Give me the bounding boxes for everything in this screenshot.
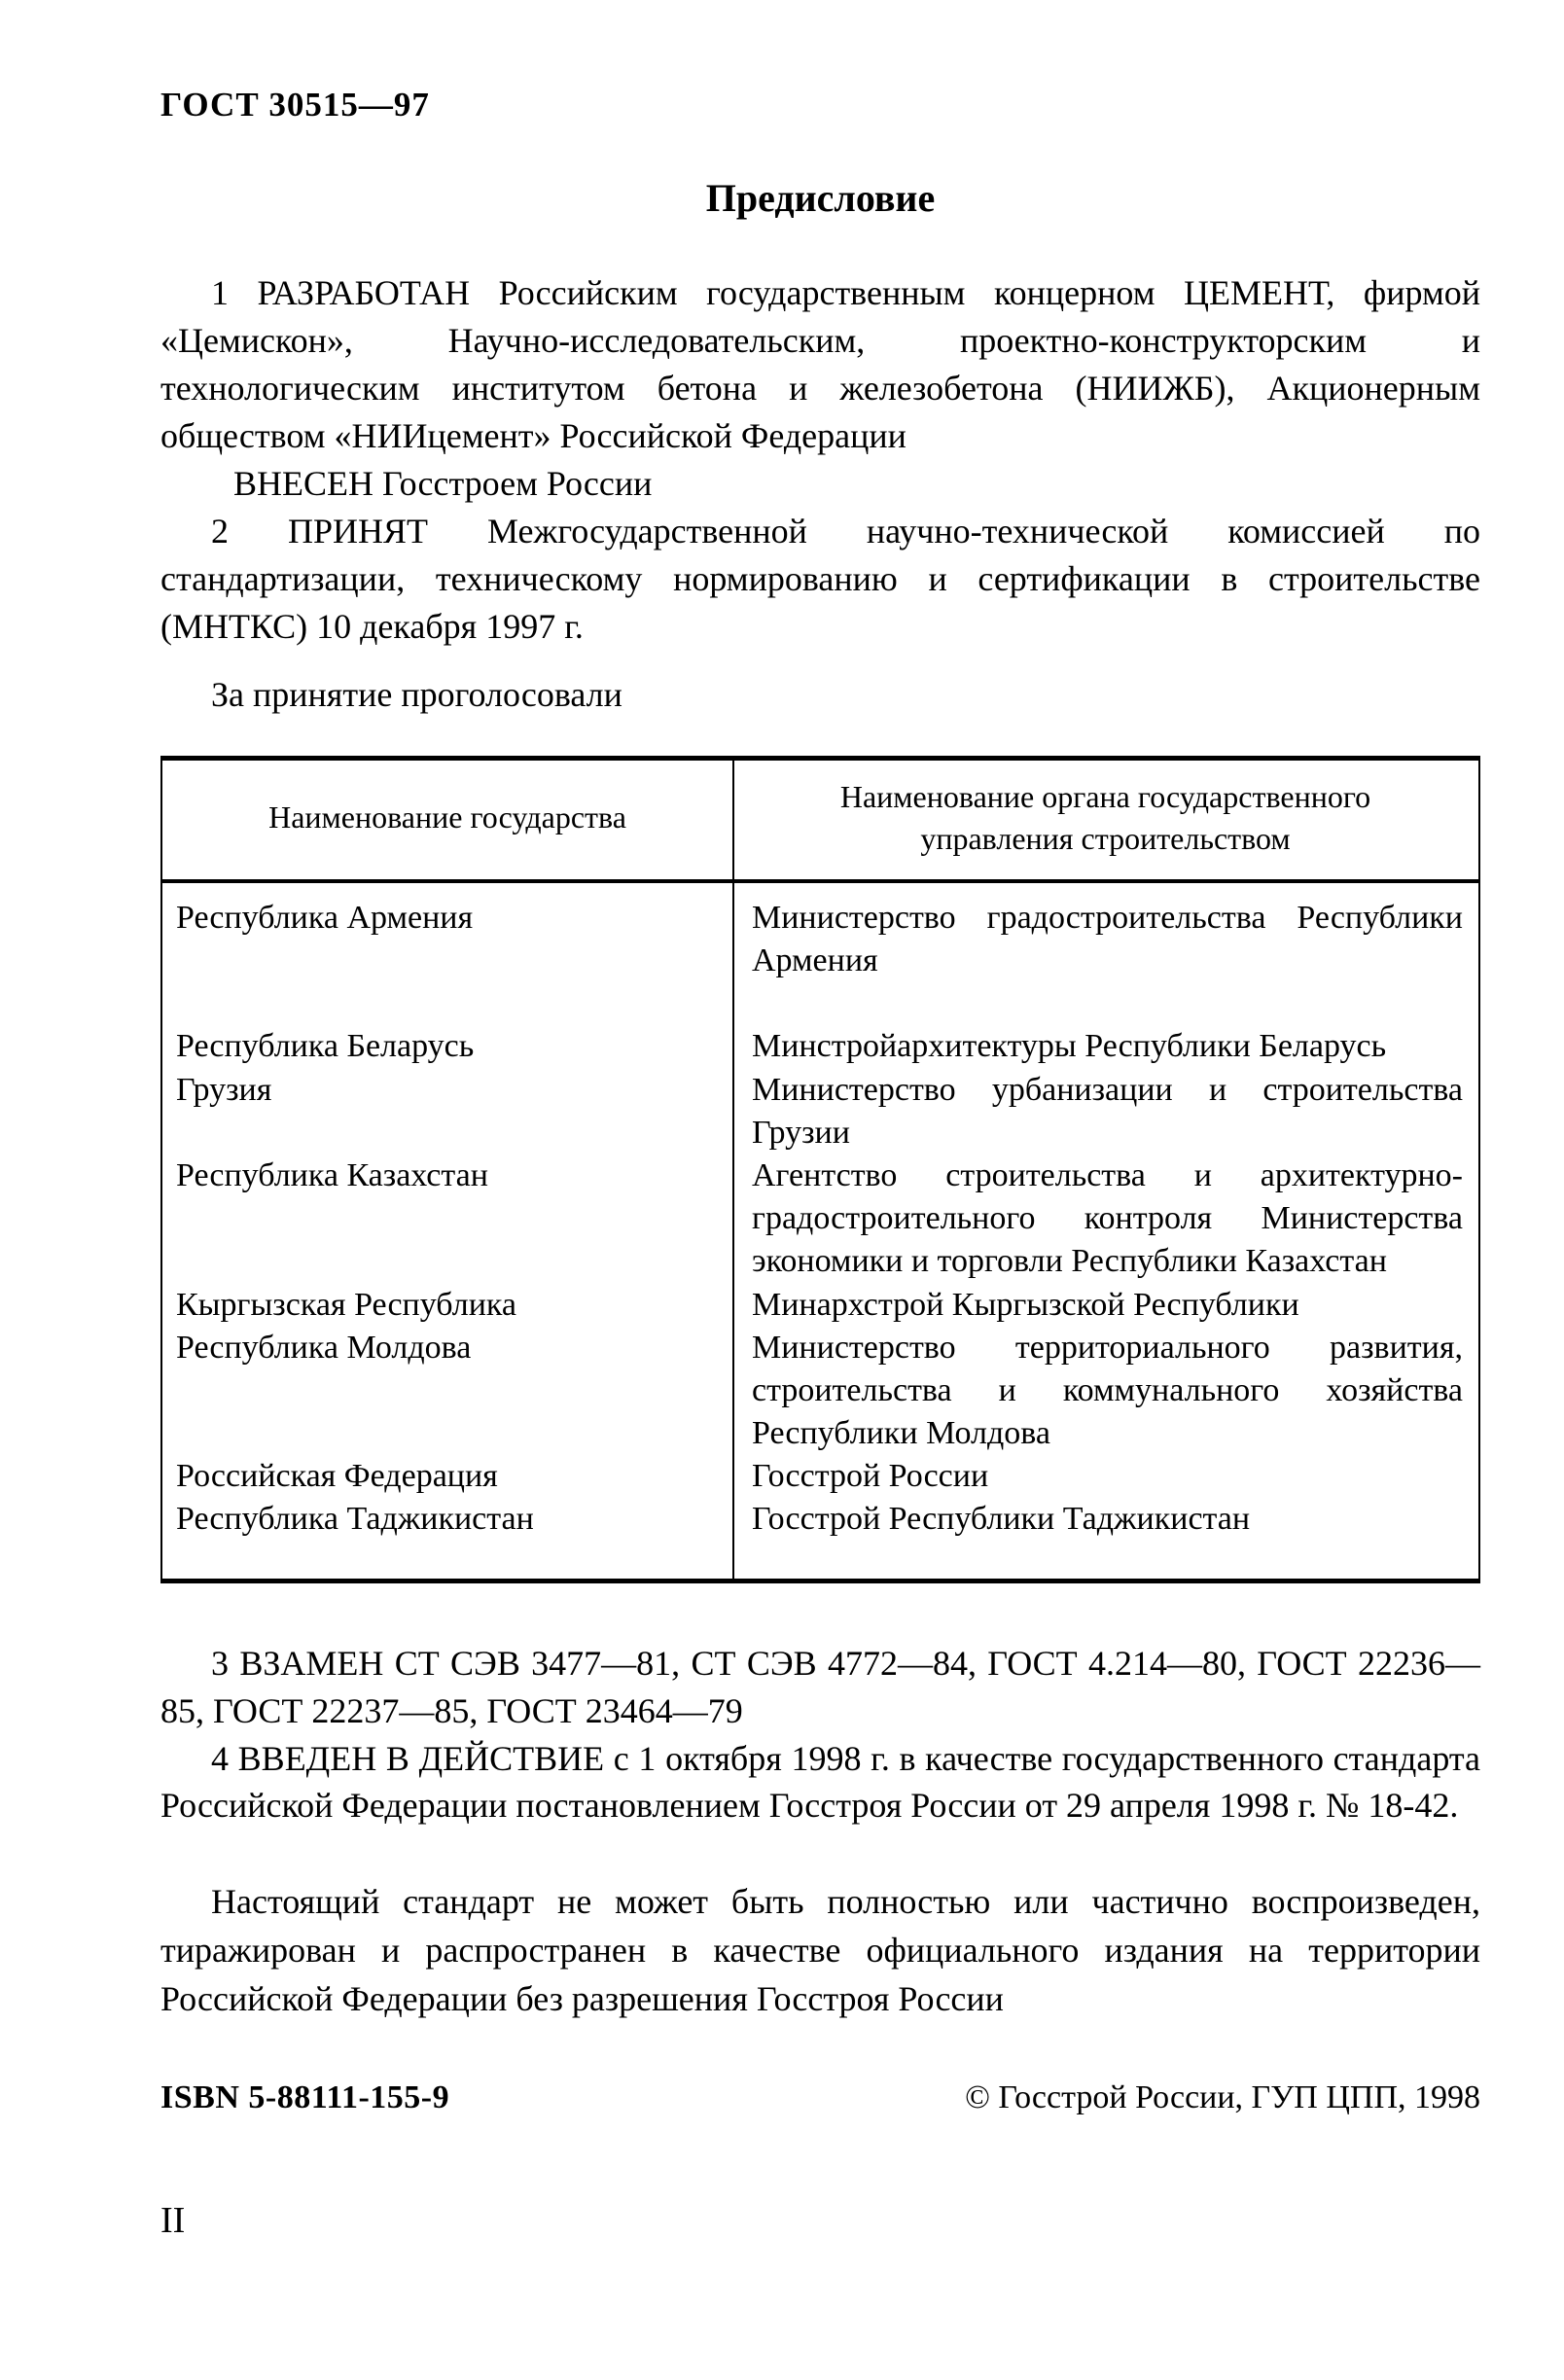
state-cell: Российская Федерация xyxy=(176,1458,498,1495)
table-header-state: Наименование государства xyxy=(268,799,626,835)
table-column-divider xyxy=(732,761,734,1579)
reproduction-note: Настоящий стандарт не может быть полностью или частично воспроизведен, тиражирован и распространен в качестве официального издания на территории Российской Федерации без разрешения Госстроя России xyxy=(160,1882,1480,2018)
state-cell: Республика Молдова xyxy=(176,1329,472,1366)
paragraph-submitted: ВНЕСЕН Госстроем России xyxy=(233,463,653,503)
state-cell: Республика Беларусь xyxy=(176,1028,475,1065)
table-row xyxy=(162,1025,1478,1068)
preface-section xyxy=(160,269,1480,715)
agency-cell: Госстрой Республики Таджикистан xyxy=(752,1501,1251,1538)
state-cell: Кыргызская Республика xyxy=(176,1286,517,1323)
table-header-agency: Наименование органа государственного управления строительством xyxy=(839,778,1371,856)
table-row xyxy=(162,1284,1478,1327)
state-cell: Республика Армения xyxy=(176,900,474,936)
table-row xyxy=(162,1154,1478,1284)
paragraph-effective: 4 ВВЕДЕН В ДЕЙСТВИЕ с 1 октября 1998 г. в качестве государственного стандарта Российской Федерации постановлением Госстроя России от 29 апреля 1998 г. № 18-42. xyxy=(160,1738,1480,1826)
agency-cell: Министерство урбанизации и строительства Грузии xyxy=(752,1071,1463,1151)
agency-cell: Госстрой России xyxy=(752,1458,989,1495)
agency-cell: Минстройархитектуры Республики Беларусь xyxy=(752,1028,1387,1065)
table-row xyxy=(162,897,1478,982)
paragraph-developed: 1 РАЗРАБОТАН Российским государственным концерном ЦЕМЕНТ, фирмой «Цемискон», Научно-исследовательским, проектно-конструкторским и технологическим институтом бетона и железобетона (НИИЖБ), Акционерным обществом «НИИцемент» Российской Федерации xyxy=(160,273,1480,455)
page-title: Предисловие xyxy=(705,176,936,220)
paragraph-replaces: 3 ВЗАМЕН СТ СЭВ 3477—81, СТ СЭВ 4772—84, ГОСТ 4.214—80, ГОСТ 22236—85, ГОСТ 22237—85, ГОСТ 23464—79 xyxy=(160,1643,1480,1730)
table-row xyxy=(162,1327,1478,1456)
state-cell: Республика Таджикистан xyxy=(176,1501,534,1538)
state-cell: Грузия xyxy=(176,1071,272,1108)
table-header-row xyxy=(162,761,1478,883)
table-row xyxy=(162,1498,1478,1541)
copyright: © Госстрой России, ГУП ЦПП, 1998 xyxy=(965,2079,1480,2116)
agency-cell: Министерство градостроительства Республики Армения xyxy=(752,900,1463,979)
footer-row xyxy=(160,2079,1480,2116)
table-row xyxy=(162,1069,1478,1154)
paragraph-accepted: 2 ПРИНЯТ Межгосударственной научно-технической комиссией по стандартизации, техническому нормированию и сертификации в строительстве (МНТКС) 10 декабря 1997 г. xyxy=(160,511,1480,646)
page-number: II xyxy=(160,2200,186,2242)
agency-cell: Минархстрой Кыргызской Республики xyxy=(752,1286,1299,1323)
isbn: ISBN 5-88111-155-9 xyxy=(160,2079,450,2116)
doc-code: ГОСТ 30515—97 xyxy=(160,86,430,124)
after-table-section xyxy=(160,1640,1480,1830)
table-row xyxy=(162,1455,1478,1498)
voting-table xyxy=(160,756,1480,1583)
state-cell: Республика Казахстан xyxy=(176,1156,488,1193)
agency-cell: Агентство строительства и архитектурно-градостроительного контроля Министерства экономики и торговли Республики Казахстан xyxy=(752,1156,1463,1280)
agency-cell: Министерство территориального развития, строительства и коммунального хозяйства Республики Молдова xyxy=(752,1329,1463,1452)
vote-heading: За принятие проголосовали xyxy=(211,674,622,714)
table-body xyxy=(162,883,1478,1579)
